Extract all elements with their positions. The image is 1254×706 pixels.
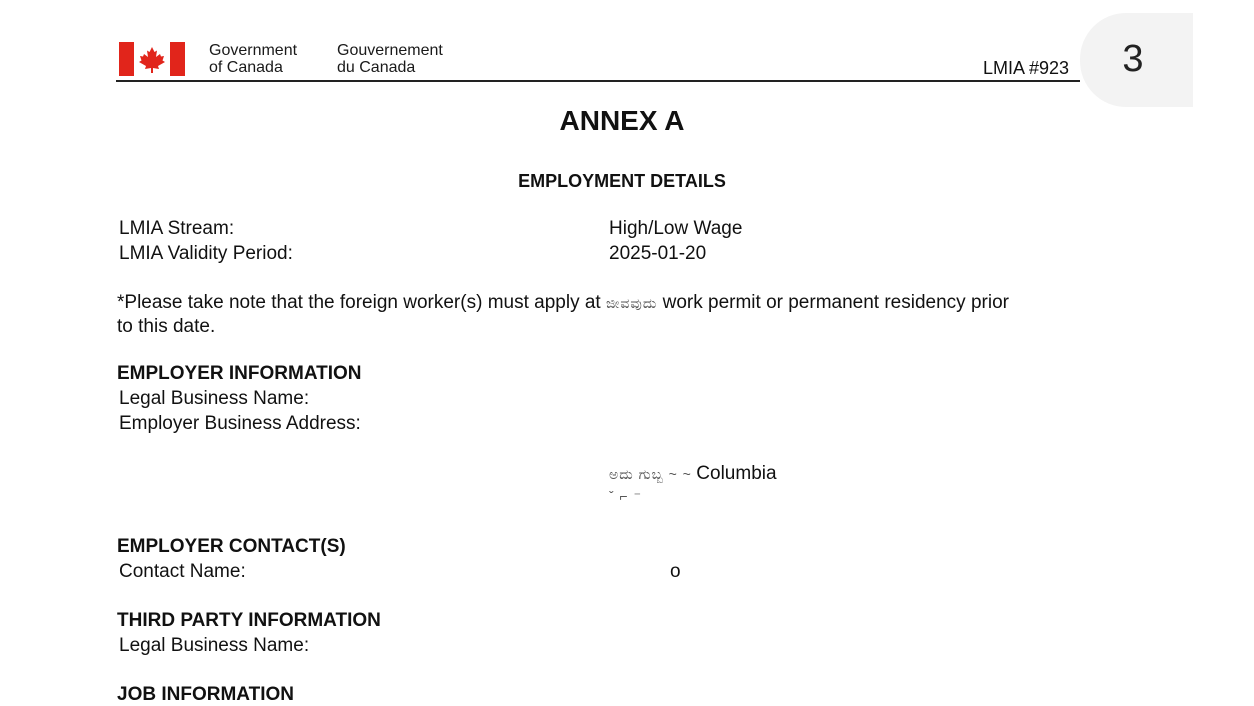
job-information-heading: JOB INFORMATION [117, 684, 294, 705]
government-of-canada-wordmark [209, 42, 297, 76]
employer-address-value [609, 463, 777, 485]
gov-en-line1: Government [209, 42, 298, 59]
contact-name-label: Contact Name: [119, 561, 246, 582]
employer-address-obscured-line2: ˇ ⌐ ⁻ [609, 488, 643, 504]
header-divider [116, 80, 1080, 82]
annex-title: ANNEX A [559, 105, 685, 136]
employer-address-province: Columbia [696, 463, 777, 484]
lmia-stream-label: LMIA Stream: [119, 218, 235, 239]
gov-en-line2: of Canada [209, 59, 283, 76]
lmia-validity-value: 2025-01-20 [609, 243, 707, 264]
employer-address-label: Employer Business Address: [119, 413, 361, 434]
page-number: 3 [1122, 38, 1144, 80]
contact-name-value: o [670, 561, 681, 582]
third-party-heading: THIRD PARTY INFORMATION [117, 610, 381, 631]
gov-fr-line1: Gouvernement [337, 42, 443, 59]
validity-note-obscured: ಜೀವವುದು [605, 295, 658, 311]
employer-address-obscured: ಅದು ಗುಬ್ಬ ~ ~ [609, 466, 692, 482]
validity-note-part2: work permit or permanent residency prior [662, 292, 1009, 313]
gouvernement-du-canada-wordmark [337, 42, 443, 76]
canada-flag-icon [119, 42, 185, 76]
validity-note [117, 292, 1009, 314]
section-title: EMPLOYMENT DETAILS [518, 171, 726, 191]
third-party-legal-name-label: Legal Business Name: [119, 635, 310, 656]
validity-note-line2: to this date. [117, 316, 216, 337]
gov-fr-line2: du Canada [337, 59, 416, 76]
validity-note-part1: *Please take note that the foreign worker(s) must apply at [117, 292, 601, 313]
lmia-number: LMIA #923 [983, 58, 1070, 78]
lmia-stream-value: High/Low Wage [609, 218, 743, 239]
lmia-validity-label: LMIA Validity Period: [119, 243, 293, 264]
employer-information-heading: EMPLOYER INFORMATION [117, 363, 362, 384]
employer-contacts-heading: EMPLOYER CONTACT(S) [117, 536, 346, 557]
employer-legal-name-label: Legal Business Name: [119, 388, 310, 409]
